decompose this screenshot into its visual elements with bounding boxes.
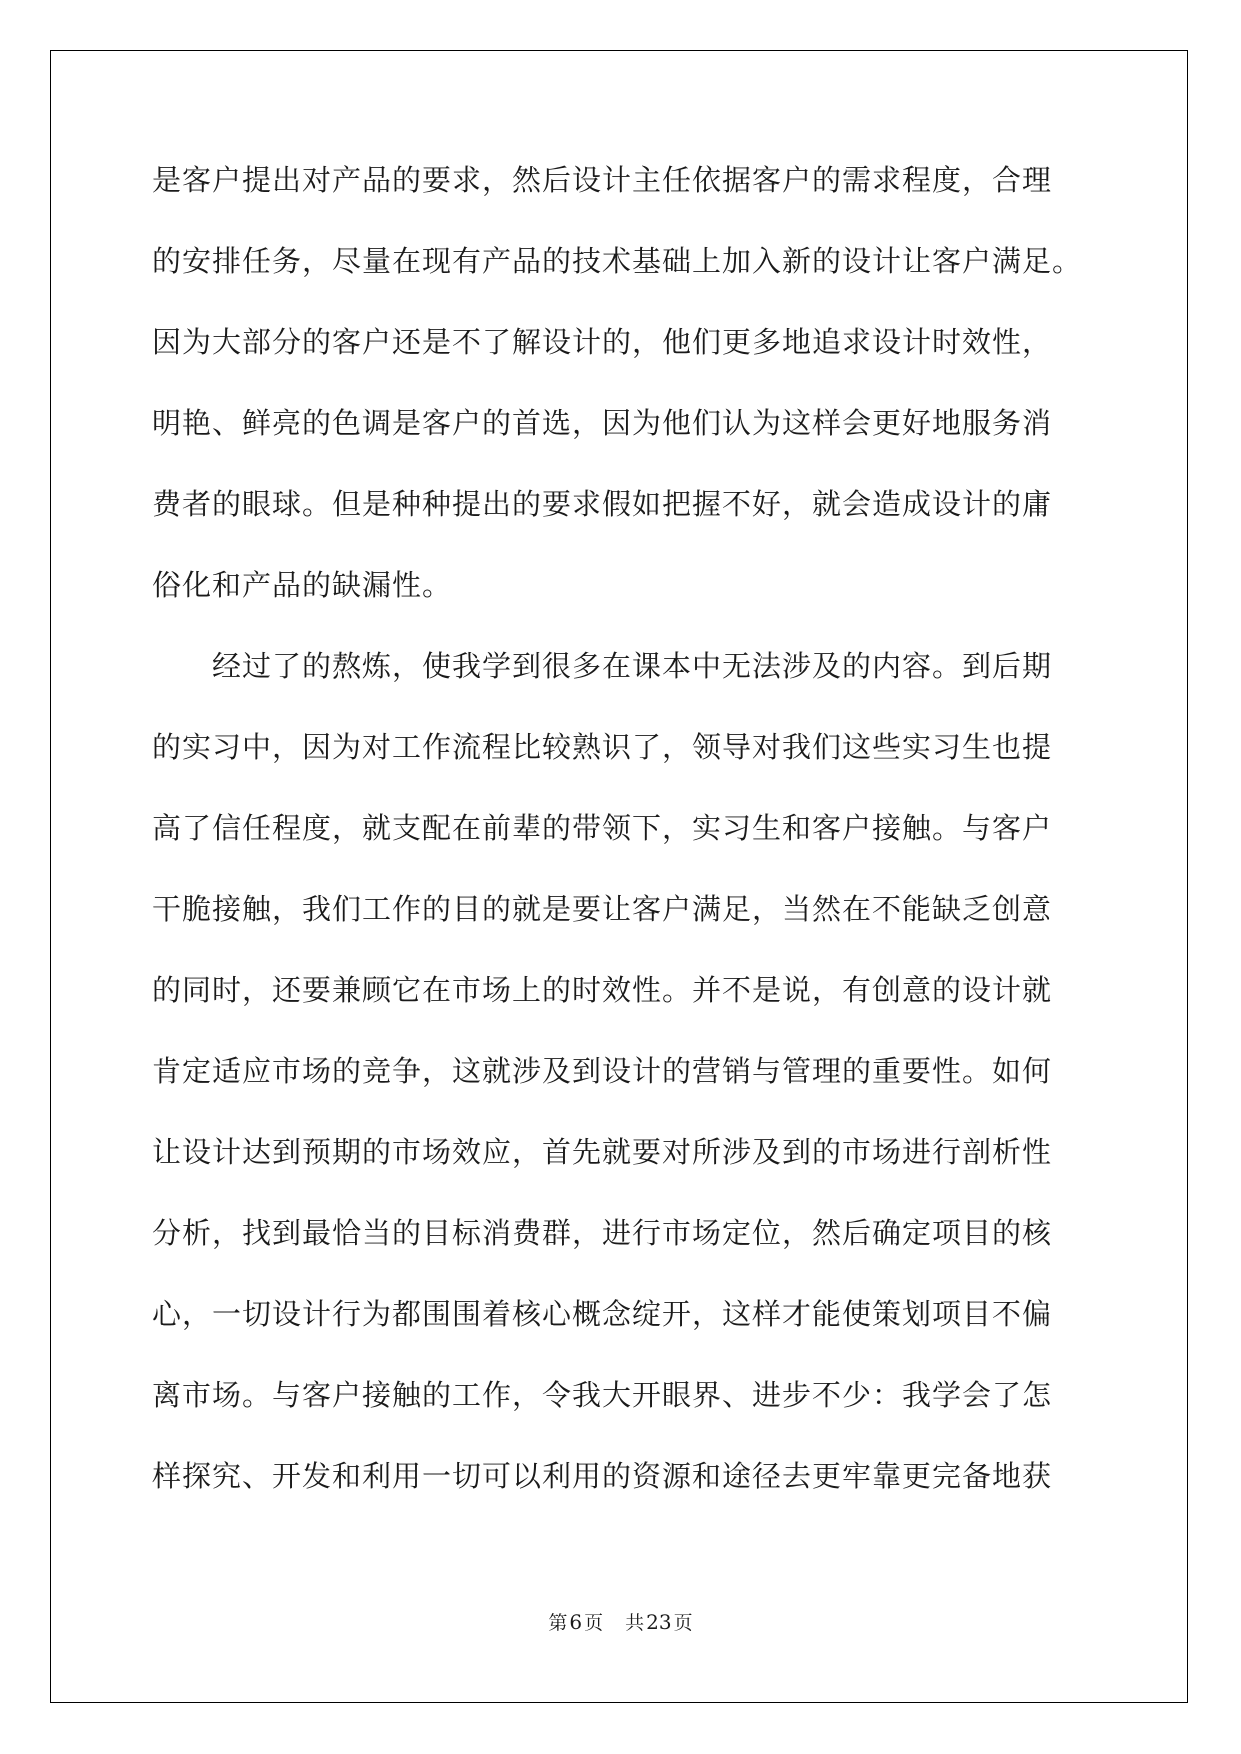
text-line: 的实习中，因为对工作流程比较熟识了，领导对我们这些实习生也提 — [152, 730, 1053, 764]
total-prefix: 共 — [625, 1612, 645, 1634]
text-line: 俗化和产品的缺漏性。 — [152, 568, 453, 602]
text-line: 高了信任程度，就支配在前辈的带领下，实习生和客户接触。与客户 — [152, 811, 1053, 845]
text-line: 离市场。与客户接触的工作，令我大开眼界、进步不少：我学会了怎 — [152, 1378, 1053, 1412]
text-line: 心，一切设计行为都围围着核心概念绽开，这样才能使策划项目不偏 — [152, 1297, 1053, 1331]
text-line: 明艳、鲜亮的色调是客户的首选，因为他们认为这样会更好地服务消 — [152, 406, 1053, 440]
text-line: 的安排任务，尽量在现有产品的技术基础上加入新的设计让客户满足。 — [152, 244, 1083, 278]
page-prefix: 第 — [548, 1612, 568, 1634]
text-line: 费者的眼球。但是种种提出的要求假如把握不好，就会造成设计的庸 — [152, 487, 1053, 521]
text-line: 分析，找到最恰当的目标消费群，进行市场定位，然后确定项目的核 — [152, 1216, 1053, 1250]
text-line: 肯定适应市场的竞争，这就涉及到设计的营销与管理的重要性。如何 — [152, 1054, 1053, 1088]
total-pages: 23 — [646, 1610, 672, 1634]
text-line: 样探究、开发和利用一切可以利用的资源和途径去更牢靠更完备地获 — [152, 1459, 1053, 1493]
text-line: 是客户提出对产品的要求，然后设计主任依据客户的需求程度，合理 — [152, 163, 1053, 197]
total-suffix: 页 — [673, 1612, 693, 1634]
page-footer — [0, 1608, 1241, 1635]
paragraph-start-line: 经过了的熬炼，使我学到很多在课本中无法涉及的内容。到后期 — [212, 649, 1053, 683]
text-line: 让设计达到预期的市场效应，首先就要对所涉及到的市场进行剖析性 — [152, 1135, 1053, 1169]
text-line: 干脆接触，我们工作的目的就是要让客户满足，当然在不能缺乏创意 — [152, 892, 1053, 926]
text-line: 因为大部分的客户还是不了解设计的，他们更多地追求设计时效性， — [152, 325, 1053, 359]
text-line: 的同时，还要兼顾它在市场上的时效性。并不是说，有创意的设计就 — [152, 973, 1053, 1007]
page-number: 6 — [569, 1610, 583, 1634]
document-body — [152, 160, 1092, 1537]
page-suffix: 页 — [584, 1612, 604, 1634]
